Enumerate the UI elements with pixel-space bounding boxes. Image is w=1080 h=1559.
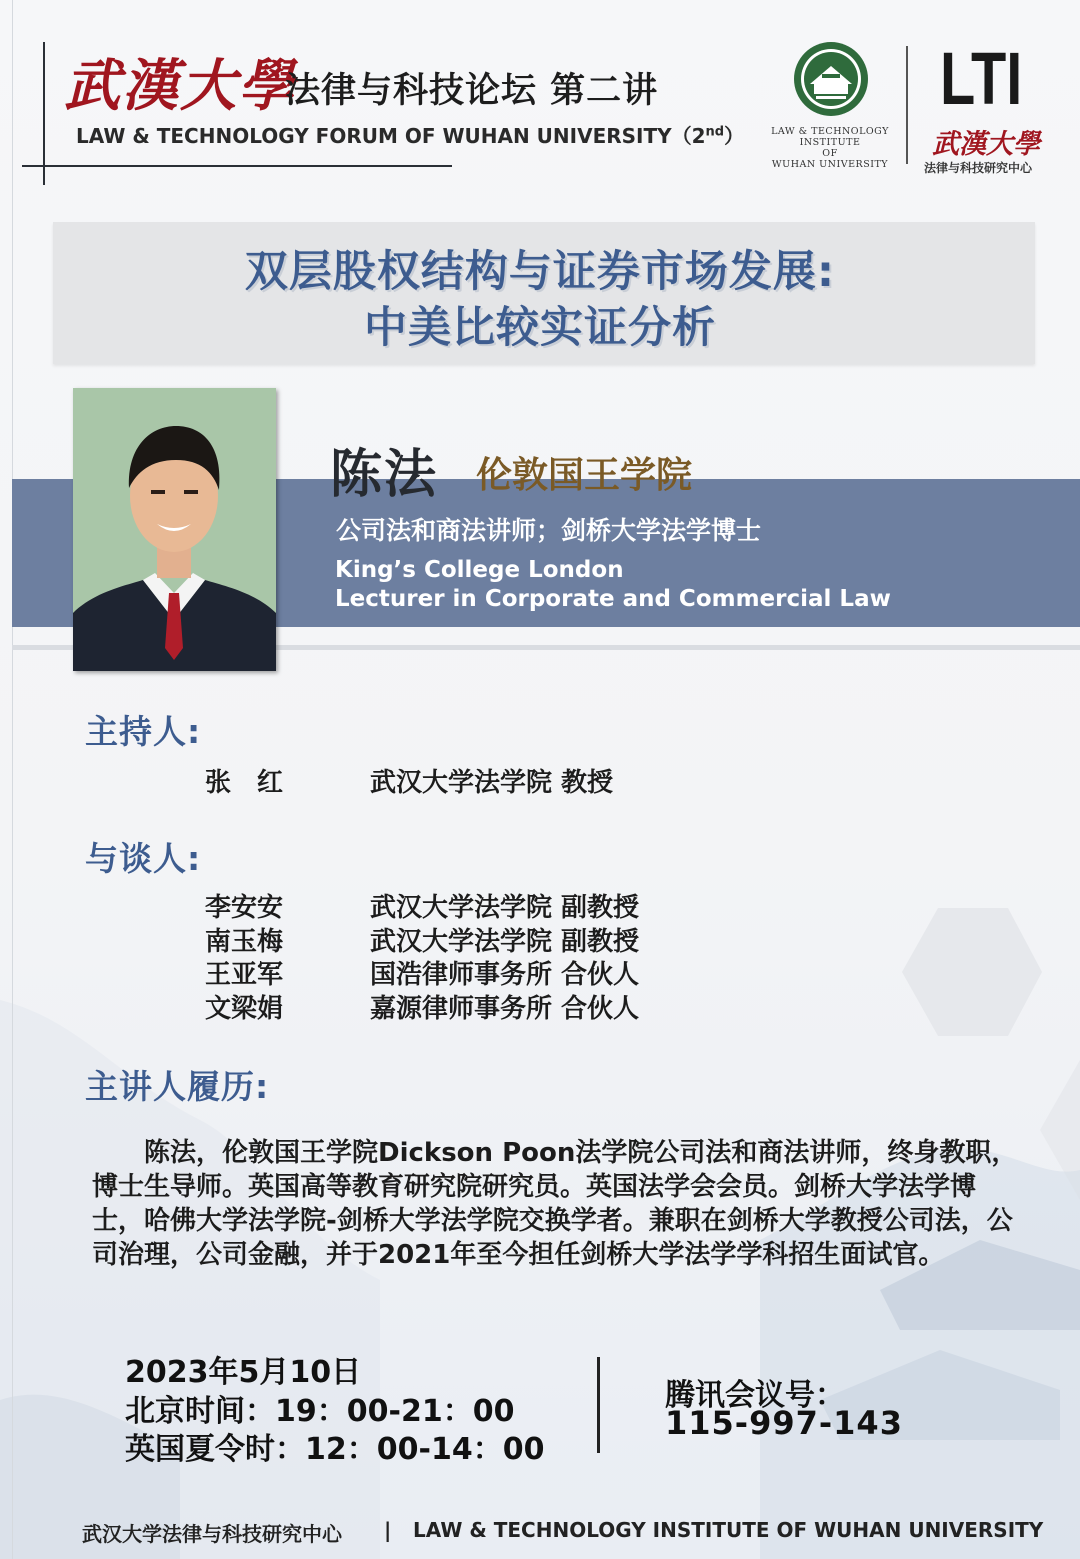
speaker-title-en-line2: Lecturer in Corporate and Commercial Law [335, 586, 891, 612]
logo-divider [906, 46, 908, 164]
schedule-divider [597, 1357, 600, 1453]
panel-affiliation: 武汉大学法学院 副教授 [370, 927, 640, 957]
bio-text [92, 1136, 1022, 1272]
lti-subtitle: 法律与科技研究中心 [924, 161, 1033, 175]
host-affiliation: 武汉大学法学院 教授 [370, 768, 614, 798]
panel-heading: 与谈人: [85, 839, 202, 878]
footer-cn: 武汉大学法律与科技研究中心 [82, 1522, 342, 1546]
meeting-number: 115-997-143 [665, 1404, 903, 1442]
speaker-name: 陈法 [330, 445, 439, 505]
wuhan-university-calligraphy: 武漢大學 [64, 53, 296, 119]
footer-separator: | [384, 1518, 392, 1542]
meeting-label: 腾讯会议号： [665, 1378, 845, 1413]
lti-calligraphy: 武漢大學 [932, 129, 1040, 160]
host-heading: 主持人: [85, 712, 202, 751]
speaker-portrait-icon [73, 388, 276, 671]
header-horizontal-rule [22, 165, 452, 167]
lecture-title-line2: 中美比较实证分析 [364, 303, 716, 353]
footer [0, 1518, 1080, 1548]
beijing-time: 北京时间：19：00-21：00 [125, 1394, 515, 1429]
left-frame-line [12, 0, 13, 1559]
institute-logo-text: LAW & TECHNOLOGY INSTITUTE OF WUHAN UNIVERSITY [771, 126, 889, 170]
forum-title-en: LAW & TECHNOLOGY FORUM OF WUHAN UNIVERSITY（2nd） [76, 124, 745, 148]
host-name: 张 红 [205, 768, 284, 798]
bio-paragraph: 陈法，伦敦国王学院Dickson Poon法学院公司法和商法讲师，终身教职，博士生导师。英国高等教育研究院研究员。英国法学会会员。剑桥大学法学博士，哈佛大学法学院-剑桥大学法学院交换学者。兼职在剑桥大学教授公司法，公司治理，公司金融，并于2021年至今担任剑桥大学法学学科招生面试官。 [92, 1138, 1018, 1270]
panel-name: 南玉梅 [205, 927, 284, 957]
lti-logo: LTI [940, 37, 1023, 120]
bio-heading: 主讲人履历: [85, 1067, 270, 1106]
uk-time: 英国夏令时：12：00-14：00 [125, 1432, 545, 1467]
panel-name: 李安安 [205, 893, 284, 923]
lecture-title-line1: 双层股权结构与证券市场发展: [244, 247, 836, 297]
speaker-photo [73, 388, 276, 671]
panel-affiliation: 嘉源律师事务所 合伙人 [370, 994, 640, 1024]
panel-affiliation: 武汉大学法学院 副教授 [370, 893, 640, 923]
event-date: 2023年5月10日 [125, 1355, 362, 1390]
speaker-title-en-line1: King’s College London [335, 557, 624, 583]
speaker-title-cn: 公司法和商法讲师；剑桥大学法学博士 [336, 516, 762, 545]
forum-title-cn: 法律与科技论坛 第二讲 [285, 71, 659, 111]
panel-name: 王亚军 [205, 960, 284, 990]
speaker-institution: 伦敦国王学院 [476, 455, 693, 496]
footer-en: LAW & TECHNOLOGY INSTITUTE OF WUHAN UNIVERSITY [413, 1518, 1044, 1542]
university-seal-icon [792, 40, 870, 118]
panel-affiliation: 国浩律师事务所 合伙人 [370, 960, 640, 990]
panel-name: 文梁娟 [205, 994, 284, 1024]
header-vertical-rule [43, 42, 45, 185]
